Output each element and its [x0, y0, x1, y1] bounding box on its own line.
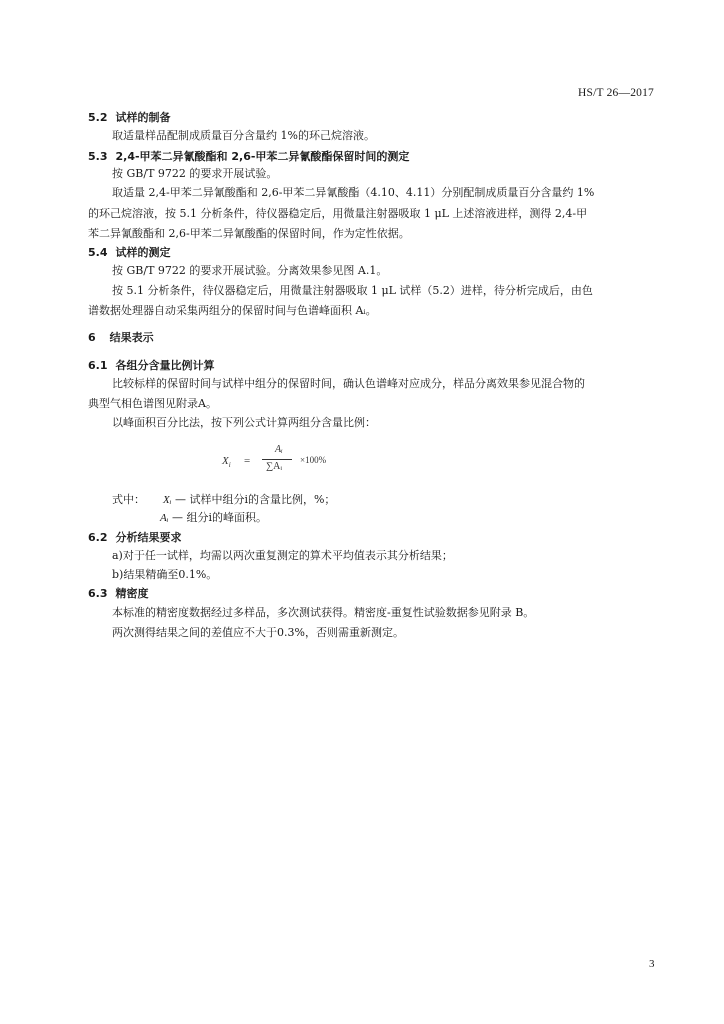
fraction-bar	[262, 459, 292, 460]
formula-legend-a	[160, 510, 267, 526]
section-heading-6-3	[88, 586, 149, 601]
paragraph-line: 按 5.1 分析条件，待仪器稳定后，用微量注射器吸取 1 μL 试样（5.2）进样，待分析完成后，由色	[112, 284, 593, 297]
paragraph-line: 的环己烷溶液，按 5.1 分析条件，待仪器稳定后，用微量注射器吸取 1 μL 上述溶液进样，测得 2,4-甲	[88, 207, 588, 220]
section-number: 6.3	[88, 587, 108, 600]
section-title: 2,4-甲苯二异氰酸酯和 2,6-甲苯二异氰酸酯保留时间的测定	[115, 150, 410, 163]
section-title: 试样的测定	[115, 246, 171, 259]
formula-legend-x	[112, 492, 335, 508]
list-item: a)对于任一试样，均需以两次重复测定的算术平均值表示其分析结果；	[112, 549, 453, 562]
paragraph: 按 GB/T 9722 的要求开展试验。分离效果参见图 A.1。	[112, 264, 388, 277]
section-title: 分析结果要求	[115, 531, 182, 544]
section-number: 6.1	[88, 359, 108, 372]
paragraph: 取适量样品配制成质量百分含量约 1%的环己烷溶液。	[112, 129, 375, 142]
formula-multiplier: ×100%	[300, 455, 327, 465]
formula-denominator: ∑Aᵢ	[266, 461, 282, 472]
section-heading-5-4	[88, 245, 171, 260]
section-title: 各组分含量比例计算	[115, 359, 215, 372]
section-number: 5.2	[88, 111, 108, 124]
paragraph-line: 典型气相色谱图见附录A。	[88, 397, 217, 410]
legend-desc: — 组分i的峰面积。	[171, 511, 267, 524]
section-title: 结果表示	[109, 331, 154, 344]
section-number: 5.3	[88, 150, 108, 163]
section-number: 5.4	[88, 246, 108, 259]
formula-numerator: Aᵢ	[275, 444, 283, 455]
formula-lhs: $X_i$	[222, 455, 231, 470]
section-heading-5-2	[88, 110, 171, 125]
section-heading-5-3	[88, 149, 409, 164]
legend-symbol: Aᵢ	[160, 512, 169, 524]
section-heading-6-2	[88, 530, 182, 545]
legend-intro: 式中：	[112, 493, 145, 506]
legend-symbol: Xᵢ	[163, 494, 172, 506]
formula-equals: =	[244, 455, 251, 467]
paragraph-line: 比较标样的保留时间与试样中组分的保留时间，确认色谱峰对应成分，样品分离效果参见混合物的	[112, 377, 585, 390]
page-number: 3	[649, 958, 655, 970]
paragraph: 以峰面积百分比法，按下列公式计算两组分含量比例：	[112, 416, 376, 429]
paragraph-line: 谱数据处理器自动采集两组分的保留时间与色谱峰面积 Aᵢ。	[88, 304, 377, 317]
paragraph-line: 苯二异氰酸酯和 2,6-甲苯二异氰酸酯的保留时间，作为定性依据。	[88, 227, 410, 240]
section-heading-6-1	[88, 358, 215, 373]
section-heading-6	[88, 330, 154, 345]
paragraph: 按 GB/T 9722 的要求开展试验。	[112, 167, 278, 180]
legend-desc: — 试样中组分i的含量比例，%；	[174, 493, 336, 506]
paragraph: 本标准的精密度数据经过多样品，多次测试获得。精密度-重复性试验数据参见附录 B。	[112, 606, 535, 619]
section-title: 试样的制备	[115, 111, 171, 124]
section-title: 精密度	[115, 587, 149, 600]
paragraph: 两次测得结果之间的差值应不大于0.3%，否则需重新测定。	[112, 626, 404, 639]
paragraph-line: 取适量 2,4-甲苯二异氰酸酯和 2,6-甲苯二异氰酸酯（4.10、4.11）分别配制成质量百分含量约 1%	[112, 186, 595, 199]
standard-code: HS/T 26—2017	[578, 87, 654, 99]
percentage-formula	[222, 444, 362, 480]
section-number: 6	[88, 331, 96, 344]
section-number: 6.2	[88, 531, 108, 544]
list-item: b)结果精确至0.1%。	[112, 568, 218, 581]
